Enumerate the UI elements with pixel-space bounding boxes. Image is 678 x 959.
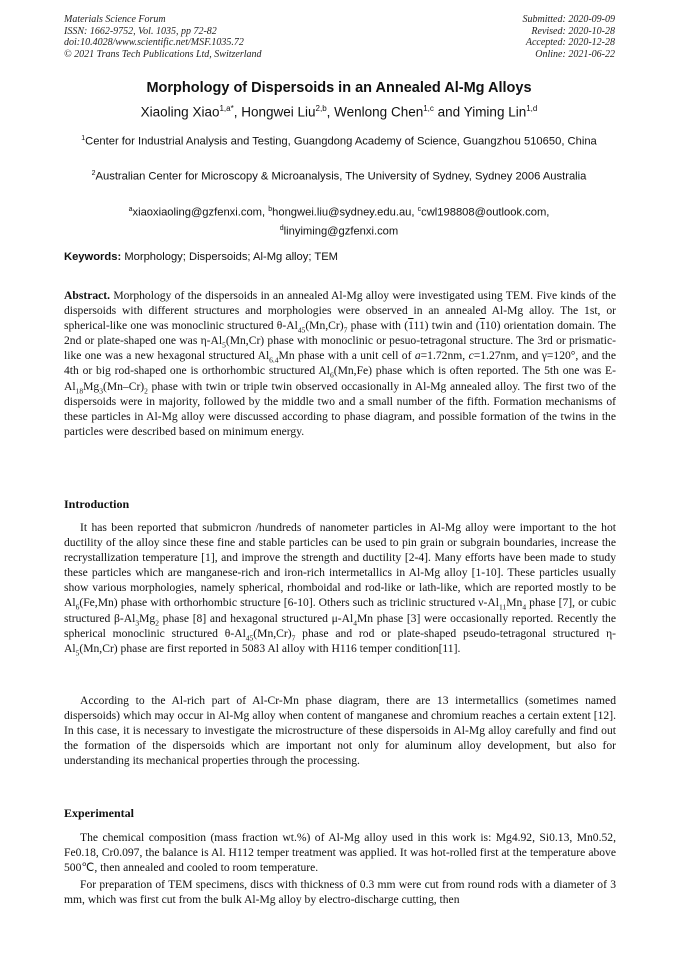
date-online: Online: 2021-06-22 (535, 48, 615, 60)
author-sup: 1,d (526, 104, 538, 113)
email-a: xiaoxiaoling@gzfenxi.com (132, 206, 262, 219)
journal-copyright: © 2021 Trans Tech Publications Ltd, Switzerland (64, 48, 262, 60)
author-name: Yiming Lin (463, 104, 527, 120)
experimental-paragraph-1: The chemical composition (mass fraction wt.%) of Al-Mg alloy used in this work is: Mg4.92, Si0.13, Mn0.52, Fe0.18, Cr0.097, the balance is Al. H112 temper treatment was applied. It was hot-rolled first at the temperature above 500℃, then annealed and cooled to room temperature. (64, 831, 616, 875)
journal-name: Materials Science Forum (64, 14, 166, 25)
affiliation-2: $^2$Australian Center for Microscopy & Microanalysis, The University of Sydney, Sydney 2006 Australia (91, 170, 587, 183)
abstract-label: Abstract. (64, 289, 111, 302)
paper-title: Morphology of Dispersoids in an Annealed Al-Mg Alloys (146, 80, 532, 96)
author-name: Hongwei Liu (241, 104, 316, 120)
email-d: linyiming@gzfenxi.com (283, 225, 399, 238)
intro-paragraph-1: It has been reported that submicron /hundreds of nanometer particles in Al-Mg alloy were important to the hot ductility of the alloy since these fine and stable particles can be used to pin grain or subgrain boundaries, increase the recrystallization temperature [1], and improve the strength and ductility [2-4]. Many efforts have been made to study these particles which are manganese-rich and iron-rich intermetallics in Al-Mg alloy [1-10]. These particles usually show various morphologies, namely spherical, rhomboidal and rod-like or lath-like, which are reported mostly to be $Al_6(Fe,Mn)$ phase with orthorhombic structure [6-10]. Others such as triclinic structured $\nu-Al_{11}Mn_4$ phase [7], or cubic structured $\beta-Al_3Mg_2$ phase [8] and hexagonal structured $\mu-Al_4Mn$ phase [3] were occasionally reported. Recently the spherical monoclinic structured $\theta-Al_{45}(Mn,Cr)_7$ phase and rod or plate-shaped pseudo-tetragonal structured $\eta-Al_5(Mn,Cr)$ phase are first reported in 5083 Al alloy with H116 temper condition[11]. (64, 521, 616, 658)
abstract: Abstract. Morphology of the dispersoids in an annealed Al-Mg alloy were investigated using TEM. Five kinds of the dispersoids with different structures and morphologies were observed in an annealed Al-Mg alloy. The 1st, or spherical-like one was monoclinic structured $\theta-Al_{45}(Mn,Cr)_7$ phase with (111) twin and (110) orientation domain. The 2nd or plate-shaped one was $\eta-Al_5(Mn,Cr)$ phase with monoclinic or pesuo-tetragonal structure. The 3rd or prismatic-like one was a new hexagonal structured $Al_{6.4}Mn$ phase with a unit cell of a=1.72nm, c=1.27nm, and γ=120°, and the 4th or big rod-shaped one is orthorhombic structured $Al_6(Mn,Fe)$ phase which is often reported. The 5th one was $E-Al_{18}Mg_3(Mn-Cr)_2$ phase with twin or triple twin observed occasionally in Al-Mg annealed alloy. The first two of the dispersoids were in majority, followed by the middle two and a small number of the fifth. Formation mechanisms of these particles in Al-Mg alloy were discussed according to phase diagram, and possible formation of the twins in the particles were described based on minimum energy. (64, 289, 616, 438)
section-heading-experimental: Experimental (64, 806, 134, 820)
author-name: Wenlong Chen (334, 104, 424, 120)
email-b: hongwei.liu@sydney.edu.au (272, 206, 412, 219)
submission-dates (523, 14, 616, 60)
keywords (64, 251, 616, 263)
intro-paragraph-2: According to the Al-rich part of Al-Cr-Mn phase diagram, there are 13 intermetallics (sometimes named dispersoids) which may occur in Al-Mg alloy when content of manganese and chromium reaches a certain extent [12]. In this case, it is necessary to investigate the microstructure of these dispersoids in Al-Mg alloy carefully and find out the formation of the dispersoids which are important not only for aluminum alloy development, but also for understanding its mechanical properties through the processing. (64, 694, 616, 768)
section-heading-introduction: Introduction (64, 497, 130, 511)
author-sup: 1,a* (219, 104, 234, 113)
author-sup: 1,c (423, 104, 434, 113)
journal-info (64, 14, 262, 60)
date-submitted: Submitted: 2020-09-09 (522, 14, 615, 25)
affiliation-1: $^1$Center for Industrial Analysis and Testing, Guangdong Academy of Science, Guangzhou 510650, China (81, 135, 597, 148)
author-sup: 2,b (315, 104, 327, 113)
keywords-text: Morphology; Dispersoids; Al-Mg alloy; TEM (124, 251, 338, 263)
journal-doi: doi:10.4028/www.scientific.net/MSF.1035.72 (64, 37, 244, 49)
date-revised: Revised: 2020-10-28 (531, 25, 615, 37)
author-emails: $^a$xiaoxiaoling@gzfenxi.com, $^b$hongwei.liu@sydney.edu.au, $^c$cwl198808@outlook.com, $^d$linyiming@gzfenxi.com (128, 206, 550, 238)
email-c: cwl198808@outlook.com (421, 206, 547, 219)
author-name: Xiaoling Xiao (140, 104, 220, 120)
keywords-label: Keywords: (64, 251, 122, 263)
journal-issn: ISSN: 1662-9752, Vol. 1035, pp 72-82 (64, 25, 217, 37)
experimental-paragraph-2: For preparation of TEM specimens, discs with thickness of 0.3 mm were cut from round rods with a diameter of 3 mm, which was first cut from the bulk Al-Mg alloy by electro-discharge cutting, then (64, 878, 616, 907)
author-list: Xiaoling Xiao$^{1,a*}$, Hongwei Liu$^{2,b}$, Wenlong Chen$^{1,c}$ and Yiming Lin$^{1,d}$ (140, 104, 538, 120)
date-accepted: Accepted: 2020-12-28 (525, 37, 615, 49)
